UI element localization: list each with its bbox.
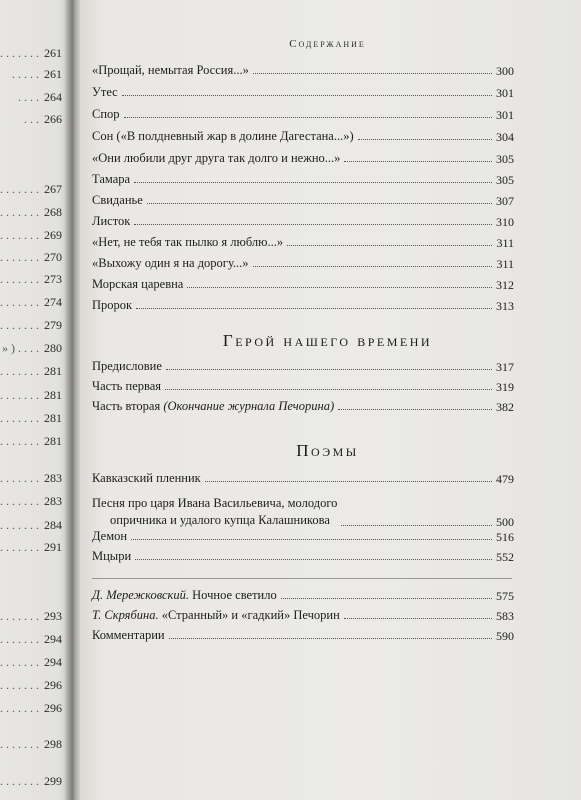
left-page-number: ....... 274 [0,295,62,309]
toc-entry: Д. Мережковский. Ночное светило 575 [92,588,514,603]
toc-entry: Тамара 305 [92,172,514,187]
left-page-number: ..... 261 [12,67,62,81]
left-page-number: ....... 296 [0,678,62,692]
toc-entry: Демон 516 [92,529,514,544]
left-page-number: ....... 273 [0,272,62,286]
toc-entry: «Выхожу один я на дорогу...» 311 [92,256,514,271]
left-page-number: ....... 294 [0,632,62,646]
left-page-number: ....... 279 [0,318,62,332]
left-page-number: ....... 284 [0,518,62,532]
left-page-number: ....... 269 [0,228,62,242]
left-page-number: ....... 270 [0,250,62,264]
toc-entry: «Нет, не тебя так пылко я люблю...» 311 [92,235,514,250]
toc-entry: «Они любили друг друга так долго и нежно...» 305 [92,151,514,166]
toc-entry: Песня про царя Ивана Васильевича, молодого опричника и удалого купца Калашникова 500 [92,496,514,530]
section-heading: Поэмы [296,441,359,460]
left-page-number: ....... 281 [0,364,62,378]
section-heading: Герой нашего времени [222,331,433,350]
left-page-number: ....... 291 [0,540,62,554]
left-page-number: ....... 283 [0,494,62,508]
left-page-number: ....... 283 [0,471,62,485]
left-page-number: ....... 299 [0,774,62,788]
toc-entry: Комментарии 590 [92,628,514,643]
left-page-number: ....... 281 [0,434,62,448]
running-head: Содержание [289,38,366,50]
left-page-number: ... 266 [24,112,62,126]
toc-entry: Кавказский пленник 479 [92,471,514,486]
book-gutter [64,0,80,800]
toc-subtitle: (Окончание журнала Печорина) [163,399,335,413]
left-page-number: ....... 296 [0,701,62,715]
toc-entry: «Прощай, немытая Россия...» 300 [92,63,514,78]
left-page-number: ....... 293 [0,609,62,623]
left-page-number: ....... 268 [0,205,62,219]
toc-entry: Утес 301 [92,85,514,100]
toc-entry: Т. Скрябина. «Странный» и «гадкий» Печорин 583 [92,608,514,623]
left-page-number: ....... 281 [0,388,62,402]
toc-entry: Мцыри 552 [92,549,514,564]
left-page-number: .... 264 [18,90,62,104]
toc-entry: Свиданье 307 [92,193,514,208]
left-page-number: ....... 267 [0,182,62,196]
toc-entry: Предисловие 317 [92,359,514,374]
left-page-number: ....... 298 [0,737,62,751]
divider [92,578,512,579]
left-page-number: ....... 281 [0,411,62,425]
toc-entry: Сон («В полдневный жар в долине Дагестана...») 304 [92,129,514,144]
left-page-number: ....... 261 [0,46,62,60]
toc-entry: Морская царевна 312 [92,277,514,292]
toc-entry: Пророк 313 [92,298,514,313]
toc-entry: Листок 310 [92,214,514,229]
toc-entry: Спор 301 [92,107,514,122]
left-page-number: ....... 294 [0,655,62,669]
left-page [0,0,74,800]
toc-entry: Часть вторая (Окончание журнала Печорина) 382 [92,399,514,414]
toc-entry: Часть первая 319 [92,379,514,394]
left-page-number: »).... 280 [2,341,62,355]
